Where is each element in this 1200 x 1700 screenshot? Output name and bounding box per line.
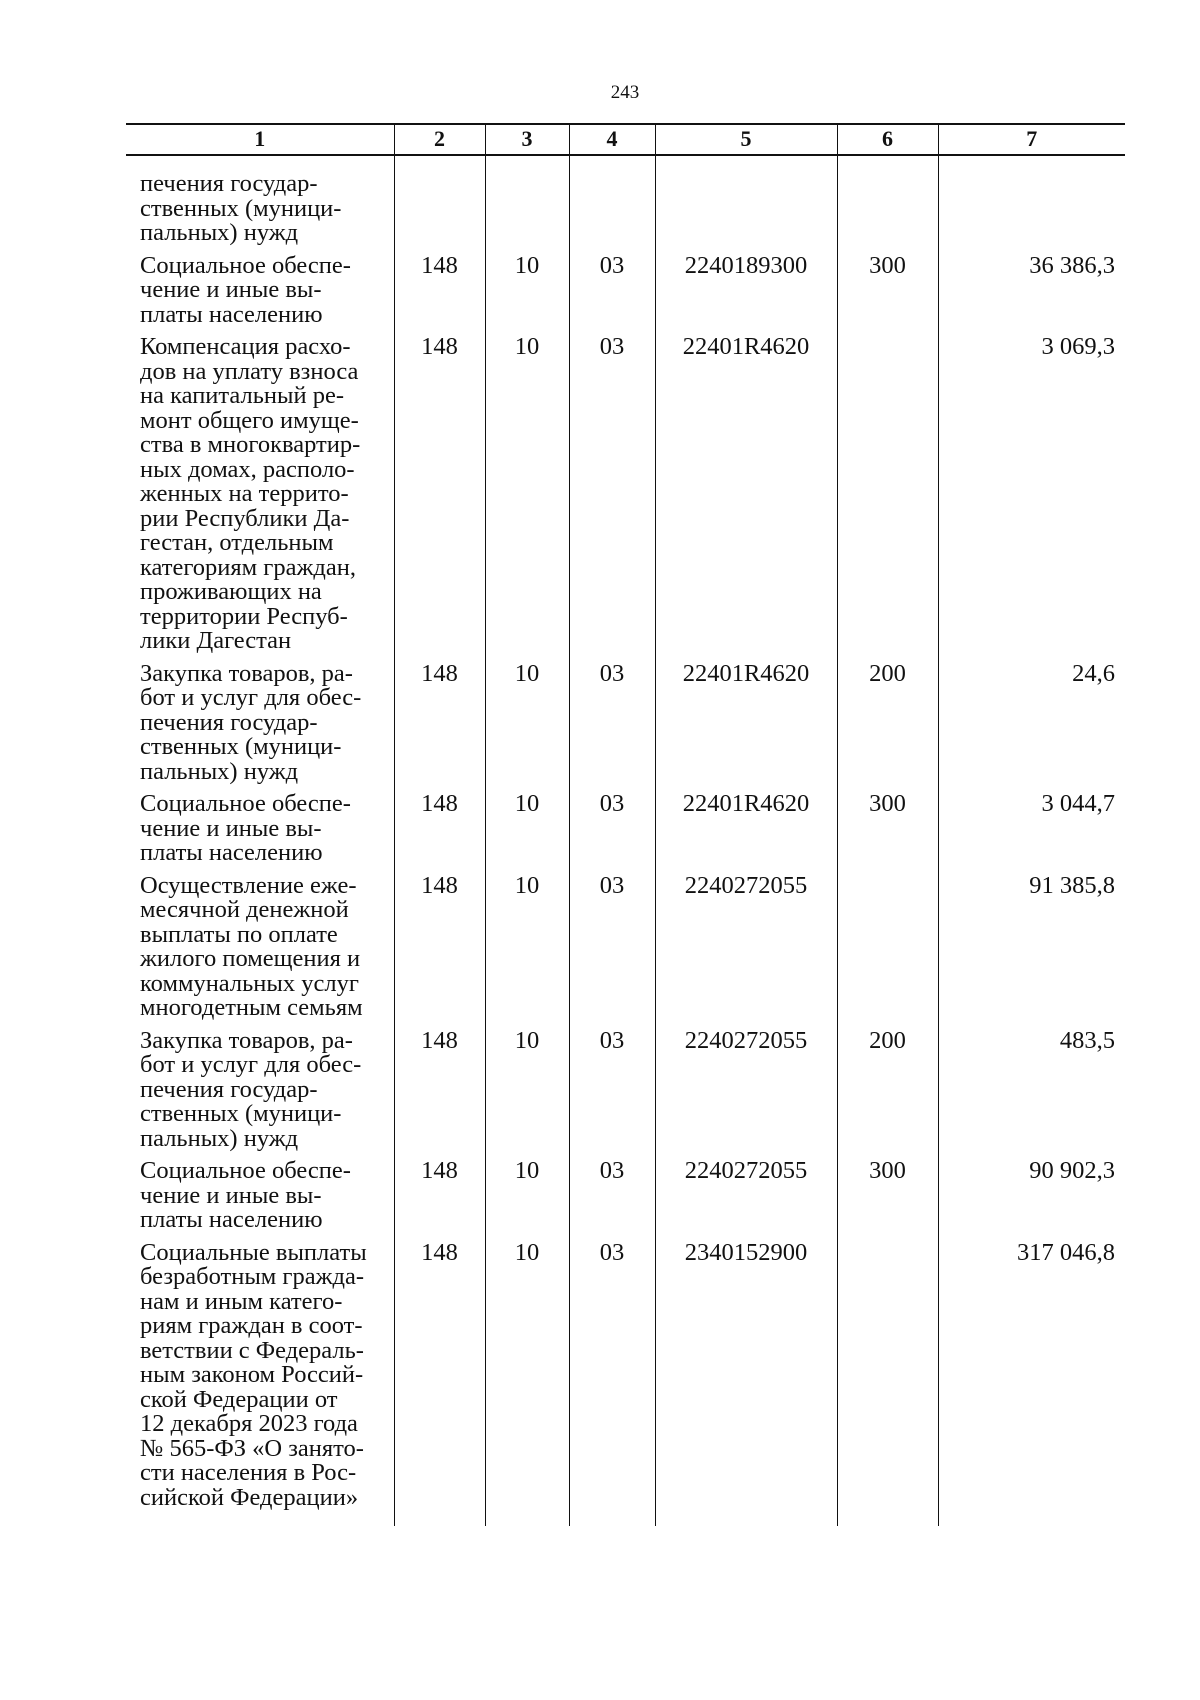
cell-col-2: 148 xyxy=(394,335,485,662)
cell-col-7: 483,5 xyxy=(938,1029,1125,1160)
table-row xyxy=(126,662,1125,793)
cell-col-4: 03 xyxy=(569,1159,655,1241)
cell-col-5: 2240189300 xyxy=(655,254,837,336)
cell-name: Социальное обеспе- чение и иные вы- платы населению xyxy=(126,1159,394,1241)
table-row xyxy=(126,874,1125,1029)
cell-col-5: 2340152900 xyxy=(655,1241,837,1519)
cell-col-2: 148 xyxy=(394,254,485,336)
cell-col-6 xyxy=(837,172,938,254)
cell-col-6: 200 xyxy=(837,662,938,793)
header-col-6: 6 xyxy=(837,124,938,155)
table-header xyxy=(126,124,1125,155)
cell-col-4: 03 xyxy=(569,1241,655,1519)
cell-col-3: 10 xyxy=(485,254,569,336)
cell-name: Социальные выплаты безработным гражда- нам и иным катего- риям граждан в соот- ветствии с Федераль- ным законом Россий- ской Федерации от 12 декабря 2023 года № 565-ФЗ «О занято- сти населения в Рос- сийской Федерации» xyxy=(126,1241,394,1519)
cell-col-3: 10 xyxy=(485,1029,569,1160)
cell-col-2: 148 xyxy=(394,1159,485,1241)
table-row xyxy=(126,792,1125,874)
cell-col-6: 300 xyxy=(837,1159,938,1241)
cell-col-5: 22401R4620 xyxy=(655,335,837,662)
cell-name: Закупка товаров, ра- бот и услуг для обес- печения государ- ственных (муници- пальных) нужд xyxy=(126,1029,394,1160)
cell-col-5: 2240272055 xyxy=(655,874,837,1029)
table-row xyxy=(126,1241,1125,1519)
cell-col-3: 10 xyxy=(485,1159,569,1241)
cell-col-6 xyxy=(837,874,938,1029)
cell-col-2: 148 xyxy=(394,1241,485,1519)
cell-col-6 xyxy=(837,1241,938,1519)
cell-col-4 xyxy=(569,172,655,254)
cell-col-4: 03 xyxy=(569,1029,655,1160)
cell-col-6 xyxy=(837,335,938,662)
cell-name: печения государ- ственных (муници- пальных) нужд xyxy=(126,172,394,254)
cell-name: Закупка товаров, ра- бот и услуг для обес- печения государ- ственных (муници- пальных) нужд xyxy=(126,662,394,793)
cell-col-5: 22401R4620 xyxy=(655,662,837,793)
header-col-7: 7 xyxy=(938,124,1125,155)
cell-col-5 xyxy=(655,172,837,254)
cell-col-7: 91 385,8 xyxy=(938,874,1125,1029)
cell-name: Социальное обеспе- чение и иные вы- платы населению xyxy=(126,254,394,336)
cell-col-4: 03 xyxy=(569,874,655,1029)
cell-col-5: 2240272055 xyxy=(655,1159,837,1241)
table-row xyxy=(126,1029,1125,1160)
header-row xyxy=(126,124,1125,155)
table-row xyxy=(126,172,1125,254)
cell-col-5: 22401R4620 xyxy=(655,792,837,874)
cell-col-3: 10 xyxy=(485,662,569,793)
table-row xyxy=(126,335,1125,662)
cell-col-3: 10 xyxy=(485,335,569,662)
header-col-4: 4 xyxy=(569,124,655,155)
cell-col-4: 03 xyxy=(569,254,655,336)
budget-table xyxy=(126,123,1125,1526)
cell-col-7 xyxy=(938,172,1125,254)
cell-col-4: 03 xyxy=(569,335,655,662)
table-row xyxy=(126,1159,1125,1241)
cell-col-2: 148 xyxy=(394,874,485,1029)
cell-col-7: 36 386,3 xyxy=(938,254,1125,336)
cell-col-2: 148 xyxy=(394,792,485,874)
cell-name: Социальное обеспе- чение и иные вы- платы населению xyxy=(126,792,394,874)
header-col-1: 1 xyxy=(126,124,394,155)
cell-col-4: 03 xyxy=(569,792,655,874)
header-col-2: 2 xyxy=(394,124,485,155)
cell-col-5: 2240272055 xyxy=(655,1029,837,1160)
cell-col-2: 148 xyxy=(394,662,485,793)
cell-col-7: 3 044,7 xyxy=(938,792,1125,874)
cell-col-3: 10 xyxy=(485,874,569,1029)
cell-col-7: 3 069,3 xyxy=(938,335,1125,662)
header-col-5: 5 xyxy=(655,124,837,155)
cell-col-6: 300 xyxy=(837,792,938,874)
page-number: 243 xyxy=(610,82,640,103)
cell-col-3 xyxy=(485,172,569,254)
header-col-3: 3 xyxy=(485,124,569,155)
cell-col-3: 10 xyxy=(485,792,569,874)
cell-col-2: 148 xyxy=(394,1029,485,1160)
cell-col-3: 10 xyxy=(485,1241,569,1519)
table-row xyxy=(126,254,1125,336)
cell-col-7: 317 046,8 xyxy=(938,1241,1125,1519)
cell-col-2 xyxy=(394,172,485,254)
cell-name: Осуществление еже- месячной денежной выплаты по оплате жилого помещения и коммунальных услуг многодетным семьям xyxy=(126,874,394,1029)
cell-col-6: 200 xyxy=(837,1029,938,1160)
table-body xyxy=(126,155,1125,1526)
cell-col-6: 300 xyxy=(837,254,938,336)
cell-col-7: 24,6 xyxy=(938,662,1125,793)
table-tail xyxy=(126,1518,1125,1526)
cell-name: Компенсация расхо- дов на уплату взноса на капитальный ре- монт общего имуще- ства в многоквартир- ных домах, располо- женных на террито- рии Республики Да- гестан, отдельным категориям граждан, проживающих на территории Респуб- лики Дагестан xyxy=(126,335,394,662)
cell-col-7: 90 902,3 xyxy=(938,1159,1125,1241)
cell-col-4: 03 xyxy=(569,662,655,793)
